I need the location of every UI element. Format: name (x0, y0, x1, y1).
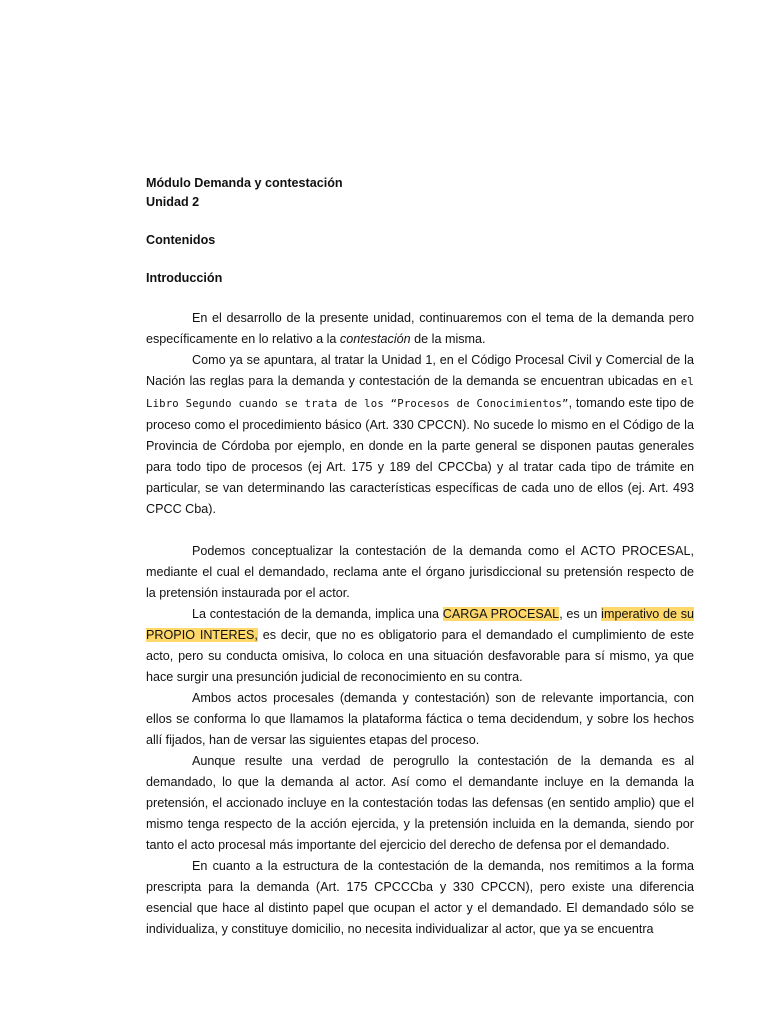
paragraph-1-emphasis: contestación (339, 332, 411, 346)
document-page (146, 174, 694, 940)
paragraph-2-end: , tomando este tipo de proceso como el procedimiento básico (Art. 330 CPCCN). No sucede lo mismo en el Código de la Provincia de Córdoba por ejemplo, en donde en la parte general se disponen pautas generales para todo tipo de procesos (ej Art. 175 y 189 del CPCCba) y al tratar cada tipo de trámite en particular, se van determinando las características específicas de cada uno de ellos (ej. Art. 493 CPCC Cba). (146, 396, 694, 516)
paragraph-5: Ambos actos procesales (demanda y contestación) son de relevante importancia, con ellos se conforma lo que llamamos la plataforma fáctica o tema decidendum, y sobre los hechos allí fijados, han de versar las siguientes etapas del proceso. (146, 691, 694, 747)
paragraph-2-monospace: el Libro Segundo cuando se trata de los “Procesos de Conocimientos” (146, 376, 694, 410)
paragraph-1-text: En el desarrollo de la presente unidad, continuaremos con el tema de la demanda pero específicamente en lo relativo a la (146, 311, 694, 346)
paragraph-1 (146, 308, 694, 350)
paragraph-2-text: Como ya se apuntara, al tratar la Unidad 1, en el Código Procesal Civil y Comercial de la Nación las reglas para la demanda y contestación de la demanda se encuentran ubicadas en (146, 353, 694, 388)
paragraph-2 (146, 350, 694, 520)
highlight-carga-procesal: CARGA PROCESAL (442, 607, 560, 621)
unit-heading: Unidad 2 (146, 195, 200, 209)
paragraph-7: En cuanto a la estructura de la contestación de la demanda, nos remitimos a la forma prescripta para la demanda (Art. 175 CPCCCba y 330 CPCCN), pero existe una diferencia esencial que hace al distinto papel que ocupan el actor y el demandado. El demandado sólo se individualiza, y constituye domicilio, no necesita individualizar al actor, que ya se encuentra (146, 859, 694, 936)
paragraph-1-end: de la misma. (410, 332, 486, 346)
intro-heading: Introducción (146, 271, 223, 285)
highlight-imperativo: imperativo de su PROPIO INTERES, (146, 607, 694, 642)
paragraph-4 (146, 604, 694, 688)
paragraph-4-end: es decir, que no es obligatorio para el demandado el cumplimiento de este acto, pero su conducta omisiva, lo coloca en una situación desfavorable para sí mismo, ya que hace surgir una presunción judicial de reconocimiento en su contra. (146, 628, 694, 684)
paragraph-6: Aunque resulte una verdad de perogrullo la contestación de la demanda es al demandado, lo que la demanda al actor. Así como el demandante incluye en la demanda la pretensión, el accionado incluye en la contestación todas las defensas (en sentido amplio) que el mismo tenga respecto de la acción ejercida, y la pretensión incluida en la demanda, siendo por tanto el acto procesal más importante del ejercicio del derecho de defensa por el demandado. (146, 754, 694, 852)
paragraph-3: Podemos conceptualizar la contestación de la demanda como el ACTO PROCESAL, mediante el cual el demandado, reclama ante el órgano jurisdiccional su pretensión respecto de la pretensión instaurada por el actor. (146, 544, 694, 600)
contents-heading: Contenidos (146, 233, 216, 247)
paragraph-4-middle: , es un (559, 607, 602, 621)
module-heading: Módulo Demanda y contestación (146, 176, 343, 190)
paragraph-4-text: La contestación de la demanda, implica una (192, 607, 443, 621)
document-body (146, 308, 694, 940)
